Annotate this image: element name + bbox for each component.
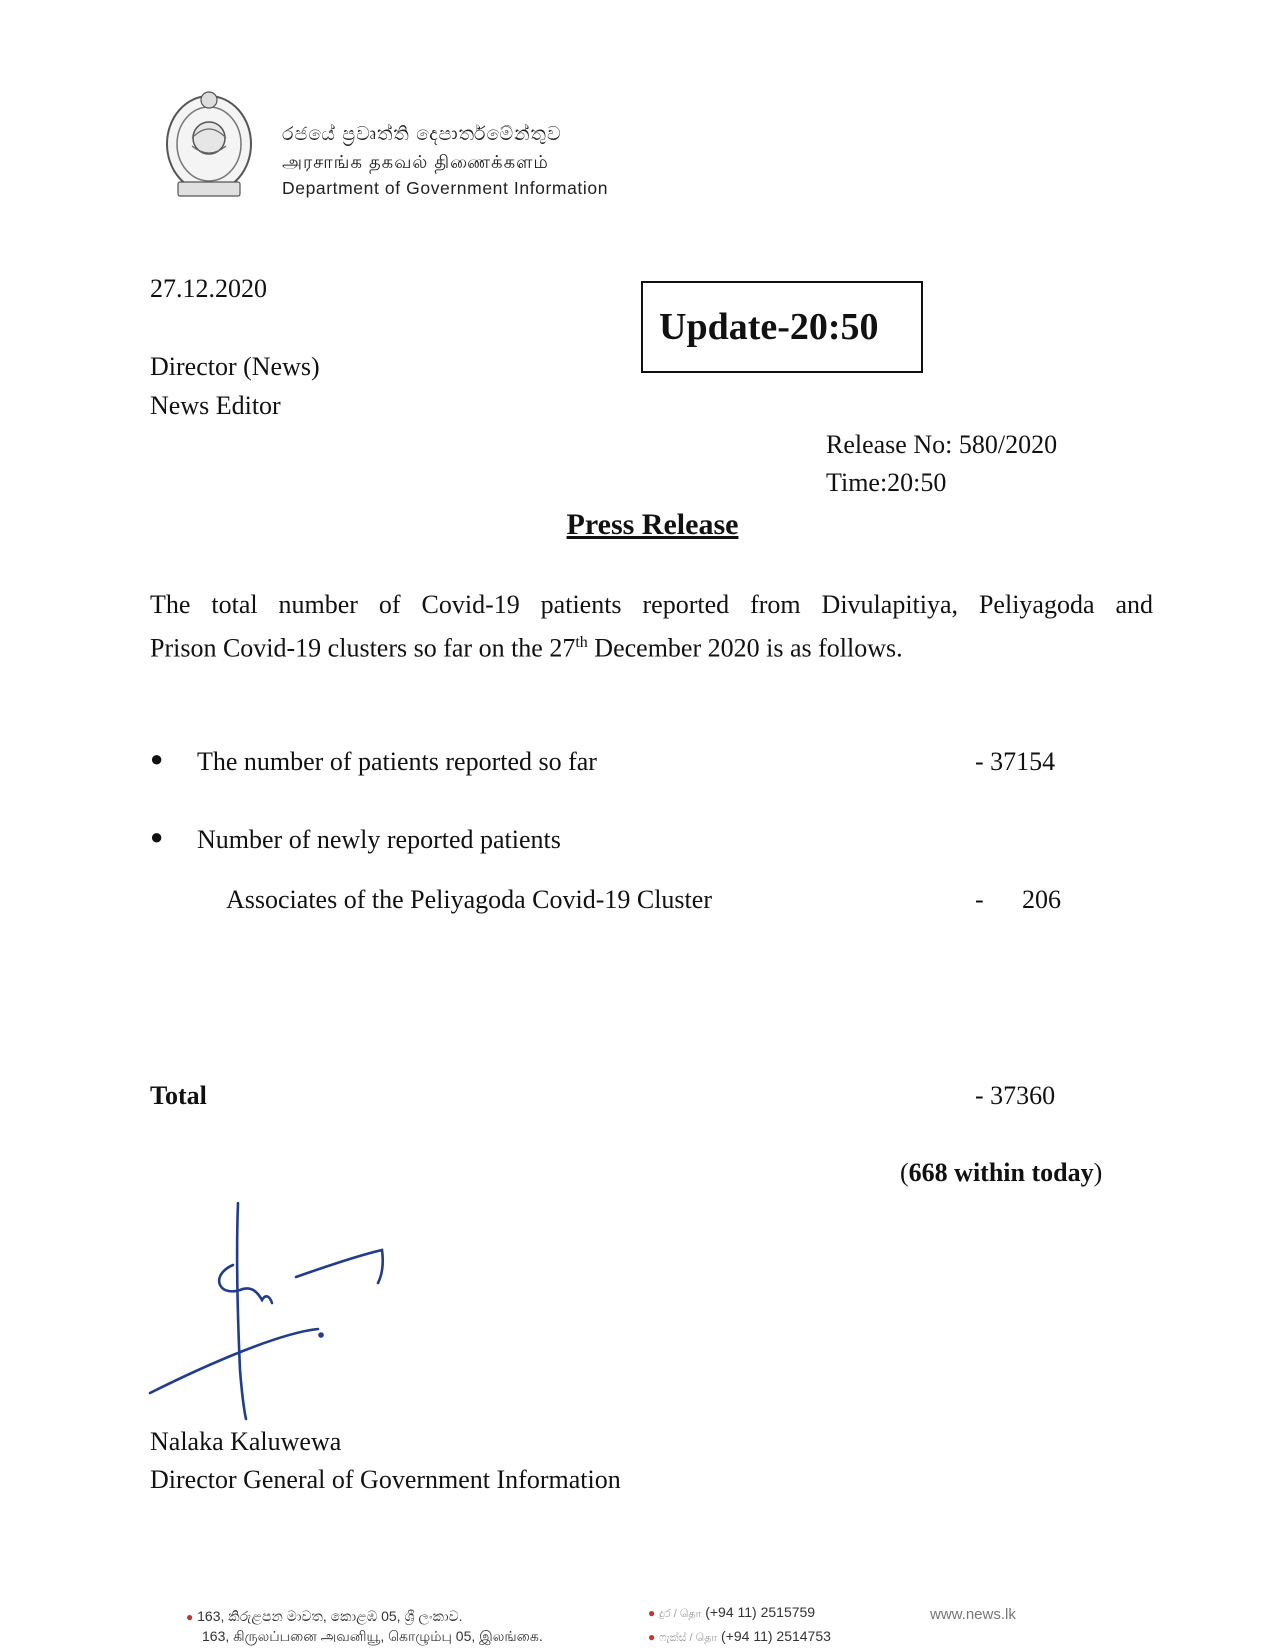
intro-line-2: Prison Covid-19 clusters so far on the 27th December 2020 is as follows.: [150, 633, 903, 663]
org-name-sinhala: රජයේ ප්‍රවෘත්ති දෙපාර්තමේන්තුව: [282, 124, 562, 145]
within-today: (668 within today): [900, 1158, 1103, 1187]
footer-website: www.news.lk: [930, 1606, 1016, 1623]
total-value: - 37360: [975, 1081, 1056, 1110]
new-patients-label: Number of newly reported patients: [197, 825, 561, 854]
footer-address-sinhala: ● 163, කිරුළපන මාවත, කොළඹ 05, ශ්‍රී ලංකාව.: [186, 1608, 463, 1624]
addressee-editor: News Editor: [150, 391, 281, 420]
reported-value: - 37154: [975, 747, 1056, 776]
fax-dot-icon: ●: [648, 1630, 656, 1644]
associates-dash: -: [975, 885, 984, 914]
footer-phone: ● දුර / தொ (+94 11) 2515759: [648, 1604, 816, 1620]
footer-address-tamil: 163, கிருலப்பனை அவனியூ, கொழும்பு 05, இலங்கை.: [202, 1628, 543, 1644]
release-number: Release No: 580/2020: [826, 430, 1058, 459]
addressee-director: Director (News): [150, 352, 320, 381]
reported-label: The number of patients reported so far: [197, 747, 597, 776]
bullet-icon: ●: [150, 746, 164, 771]
footer-fax: ● ෆැක්ස් / தொ (+94 11) 2514753: [648, 1628, 831, 1644]
signature-icon: [140, 1195, 400, 1425]
signatory-name: Nalaka Kaluwewa: [150, 1427, 342, 1456]
org-name-english: Department of Government Information: [282, 178, 609, 198]
update-label: Update-20:50: [659, 306, 879, 348]
associates-label: Associates of the Peliyagoda Covid-19 Cluster: [226, 885, 712, 914]
ordinal-suffix: th: [575, 634, 588, 651]
bullet-icon: ●: [150, 824, 164, 849]
press-release-title: Press Release: [566, 508, 739, 541]
intro-line-1: The total number of Covid-19 patients reported from Divulapitiya, Peliyagoda and: [150, 590, 1153, 619]
phone-dot-icon: ●: [648, 1606, 656, 1620]
release-time: Time:20:50: [826, 468, 947, 497]
associates-value: 206: [1022, 885, 1061, 914]
government-seal-logo: [162, 86, 256, 202]
document-date: 27.12.2020: [150, 274, 267, 303]
org-name-tamil: அரசாங்க தகவல் திணைக்களம்: [282, 152, 549, 172]
signatory-title: Director General of Government Information: [150, 1465, 621, 1494]
total-label: Total: [150, 1081, 207, 1110]
location-dot-icon: ●: [186, 1610, 194, 1624]
update-box: [641, 281, 923, 373]
